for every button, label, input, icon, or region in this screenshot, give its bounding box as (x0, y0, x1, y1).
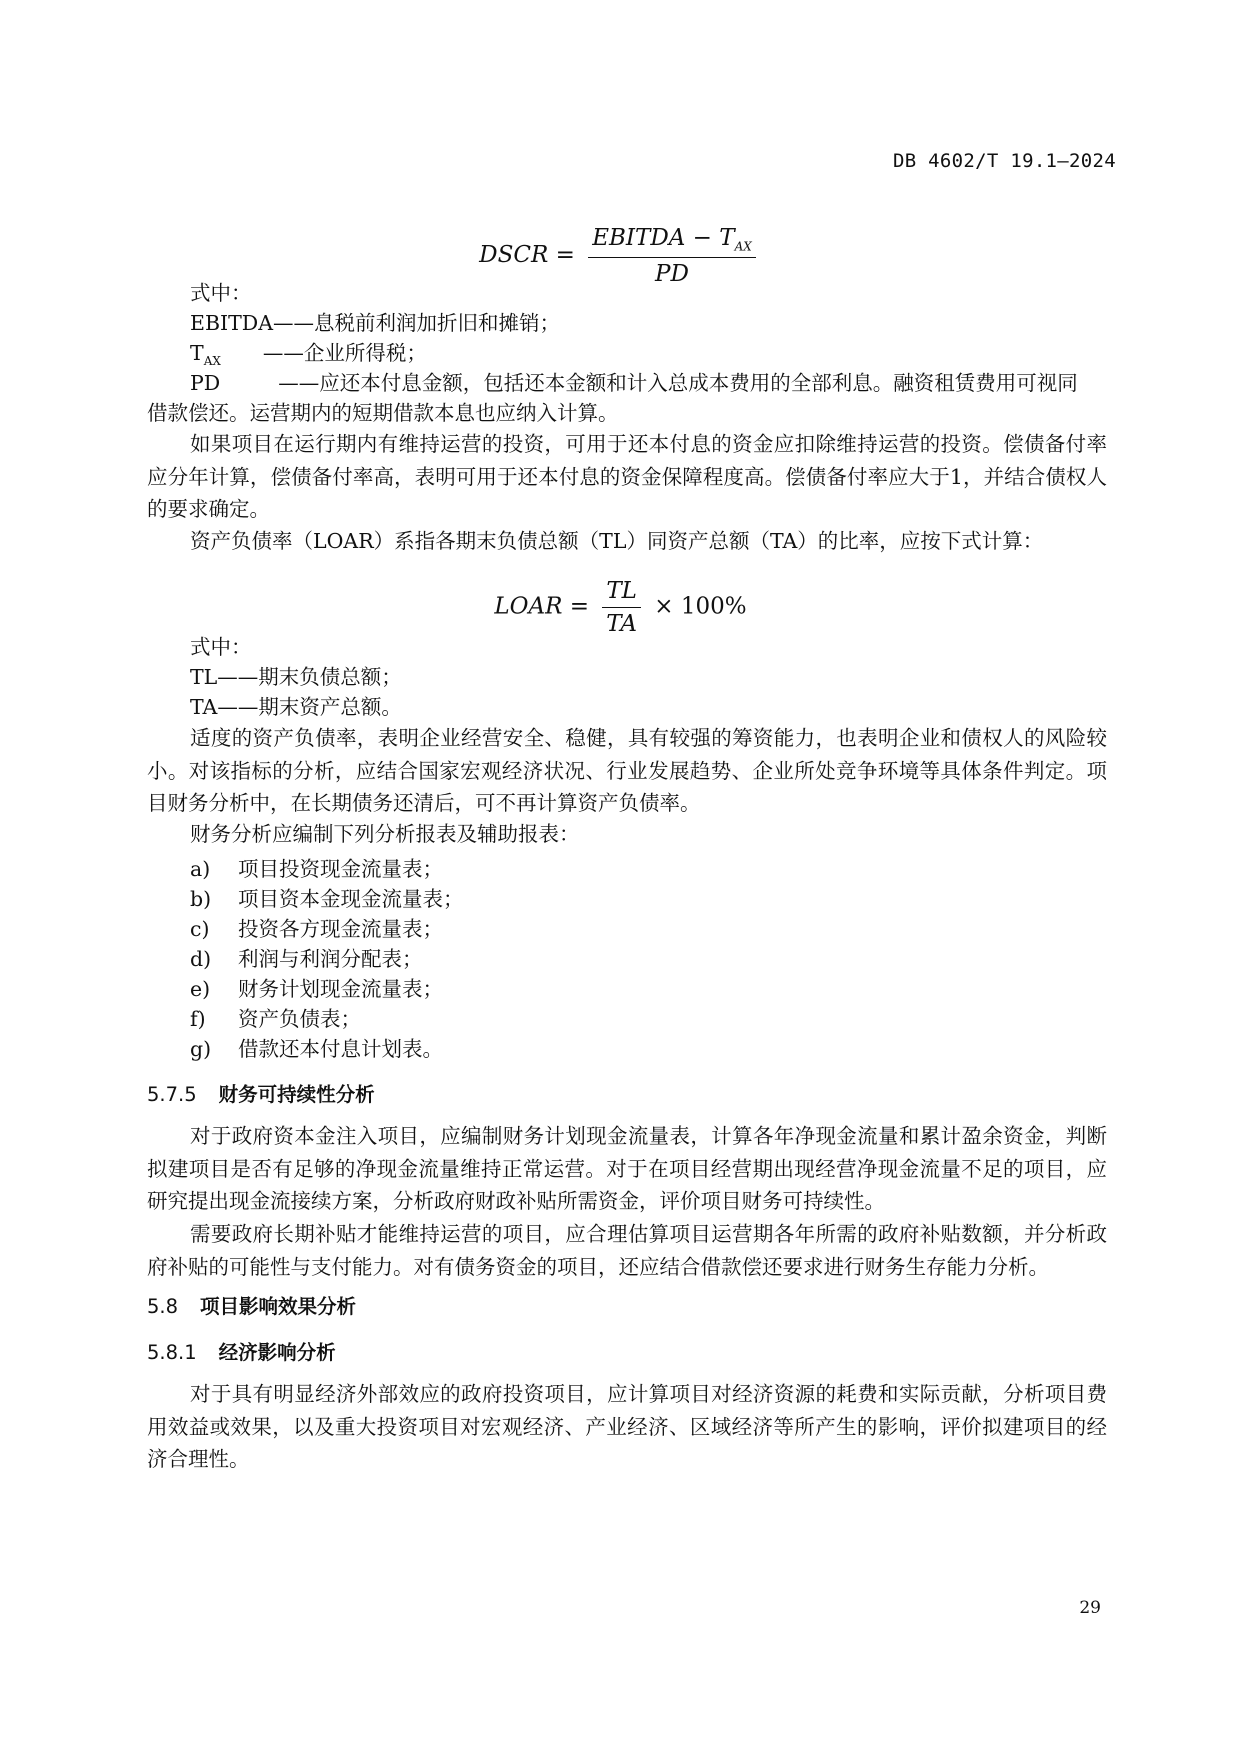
section-heading-5-7-5: 5.7.5 财务可持续性分析 (147, 1083, 375, 1106)
formula-loar (0, 578, 1241, 637)
formula-loar-tail: × 100% (654, 593, 747, 620)
def-ta: TA——期末资产总额。 (190, 695, 402, 719)
paragraph-financial-sustainability: 对于政府资本金注入项目，应编制财务计划现金流量表，计算各年净现金流量和累计盈余资金，判断拟建项目是否有足够的净现金流量维持正常运营。对于在项目经营期出现经营净现金流量不足的项目，应研究提出现金流接续方案，分析政府财政补贴所需资金，评价项目财务可持续性。 (147, 1124, 1107, 1213)
formula-dscr-eq: = (555, 241, 575, 268)
def-pd-continued: 借款偿还。运营期内的短期借款本息也应纳入计算。 (147, 401, 619, 425)
def-tax: $T_{AX}$ ——企业所得税； (190, 341, 427, 369)
list-item: d) 利润与利润分配表； (190, 947, 423, 971)
def-pd: PD ——应还本付息金额，包括还本金额和计入总成本费用的全部利息。融资租赁费用可视同 (190, 371, 1078, 395)
formula-loar-lhs: LOAR (494, 593, 563, 620)
page-number: 29 (1079, 1598, 1101, 1618)
paragraph-reports-intro: 财务分析应编制下列分析报表及辅助报表： (190, 822, 580, 846)
formula-loar-fraction (602, 578, 641, 637)
section-heading-5-8: 5.8 项目影响效果分析 (147, 1295, 357, 1318)
paragraph-economic-impact: 对于具有明显经济外部效应的政府投资项目，应计算项目对经济资源的耗费和实际贡献，分析项目费用效益或效果，以及重大投资项目对宏观经济、产业经济、区域经济等所产生的影响，评价拟建项目的经济合理性。 (147, 1382, 1107, 1471)
formula-dscr-lhs: DSCR (479, 241, 549, 268)
paragraph-subsidy: 需要政府长期补贴才能维持运营的项目，应合理估算项目运营期各年所需的政府补贴数额，并分析政府补贴的可能性与支付能力。对有债务资金的项目，还应结合借款偿还要求进行财务生存能力分析。 (147, 1222, 1107, 1279)
formula-loar-numerator: TL (602, 578, 641, 608)
paragraph-loar-analysis: 适度的资产负债率，表明企业经营安全、稳健，具有较强的筹资能力，也表明企业和债权人的风险较小。对该指标的分析，应结合国家宏观经济状况、行业发展趋势、企业所处竞争环境等具体条件判定。项目财务分析中，在长期债务还清后，可不再计算资产负债率。 (147, 726, 1107, 815)
defs2-intro: 式中： (190, 635, 252, 659)
paragraph-debt-coverage: 如果项目在运行期内有维持运营的投资，可用于还本付息的资金应扣除维持运营的投资。偿债备付率应分年计算，偿债备付率高，表明可用于还本付息的资金保障程度高。偿债备付率应大于1，并结合债权人的要求确定。 (147, 432, 1107, 521)
defs-intro: 式中： (190, 281, 252, 305)
def-tl: TL——期末负债总额； (190, 665, 402, 689)
document-id: DB 4602/T 19.1—2024 (892, 150, 1116, 172)
formula-loar-denominator: TA (606, 611, 637, 637)
list-item: g) 借款还本付息计划表。 (190, 1037, 443, 1061)
list-item: f) 资产负债表； (190, 1007, 361, 1031)
formula-dscr-numerator: EBITDA − $T_{AX}$ (588, 225, 756, 258)
section-heading-5-8-1: 5.8.1 经济影响分析 (147, 1341, 336, 1364)
formula-dscr-denominator: PD (655, 260, 689, 287)
list-item: b) 项目资本金现金流量表； (190, 887, 464, 911)
formula-loar-eq: = (569, 593, 590, 620)
paragraph-loar-intro: 资产负债率（LOAR）系指各期末负债总额（TL）同资产总额（TA）的比率，应按下式计算： (190, 529, 1044, 553)
list-item: c) 投资各方现金流量表； (190, 917, 443, 941)
def-ebitda: EBITDA——息税前利润加折旧和摊销； (190, 311, 561, 335)
list-item: e) 财务计划现金流量表； (190, 977, 443, 1001)
list-item: a) 项目投资现金流量表； (190, 857, 443, 881)
